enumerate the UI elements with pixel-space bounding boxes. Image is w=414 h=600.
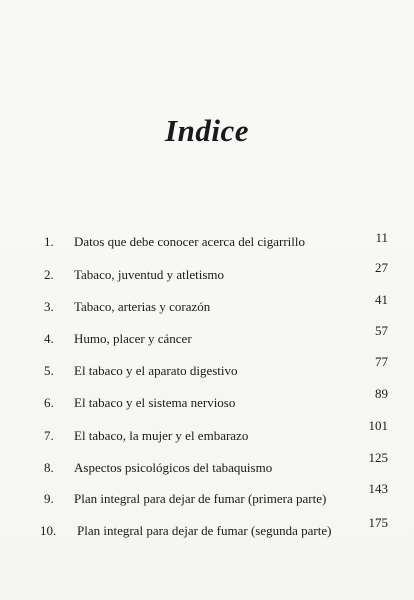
toc-entry-4 bbox=[0, 323, 414, 353]
entry-title: El tabaco y el aparato digestivo bbox=[74, 363, 238, 378]
entry-number: 8. bbox=[44, 460, 54, 475]
entry-number: 2. bbox=[44, 267, 54, 282]
entry-page-number: 89 bbox=[375, 386, 388, 401]
entry-title: Plan integral para dejar de fumar (segunda parte) bbox=[77, 523, 332, 538]
entry-title: Humo, placer y cáncer bbox=[74, 331, 192, 346]
entry-page-number: 143 bbox=[368, 481, 388, 496]
entry-number: 10. bbox=[40, 523, 57, 538]
entry-title: Datos que debe conocer acerca del cigarrillo bbox=[74, 234, 305, 249]
entry-number: 5. bbox=[44, 363, 54, 378]
toc-entry-2 bbox=[0, 260, 414, 289]
toc-entry-10 bbox=[0, 515, 414, 545]
toc-entry-7 bbox=[0, 418, 414, 450]
entry-number: 4. bbox=[44, 331, 54, 346]
toc-entry-5 bbox=[0, 354, 414, 385]
entry-title: Tabaco, arterias y corazón bbox=[74, 299, 211, 314]
toc-entry-3 bbox=[0, 292, 414, 321]
entry-page-number: 11 bbox=[375, 230, 388, 245]
entry-page-number: 77 bbox=[375, 354, 388, 369]
page-title: Indice bbox=[165, 113, 249, 148]
entry-number: 1. bbox=[44, 234, 54, 249]
entry-number: 3. bbox=[44, 299, 54, 314]
entry-page-number: 27 bbox=[375, 260, 388, 275]
entry-page-number: 175 bbox=[368, 515, 388, 530]
entry-title: El tabaco, la mujer y el embarazo bbox=[74, 428, 249, 443]
toc-entry-6 bbox=[0, 386, 414, 417]
entry-page-number: 57 bbox=[375, 323, 388, 338]
entry-title: El tabaco y el sistema nervioso bbox=[74, 395, 236, 410]
toc-entry-1 bbox=[0, 230, 414, 256]
toc-entry-9 bbox=[0, 481, 414, 513]
entry-title: Aspectos psicológicos del tabaquismo bbox=[74, 460, 273, 475]
entry-number: 9. bbox=[44, 491, 54, 506]
entry-number: 6. bbox=[44, 395, 54, 410]
entry-page-number: 41 bbox=[375, 292, 388, 307]
entry-number: 7. bbox=[44, 428, 54, 443]
entry-title: Plan integral para dejar de fumar (primera parte) bbox=[74, 491, 327, 506]
entry-title: Tabaco, juventud y atletismo bbox=[74, 267, 224, 282]
toc-entry-8 bbox=[0, 450, 414, 482]
entry-page-number: 101 bbox=[368, 418, 388, 433]
entry-page-number: 125 bbox=[368, 450, 388, 465]
